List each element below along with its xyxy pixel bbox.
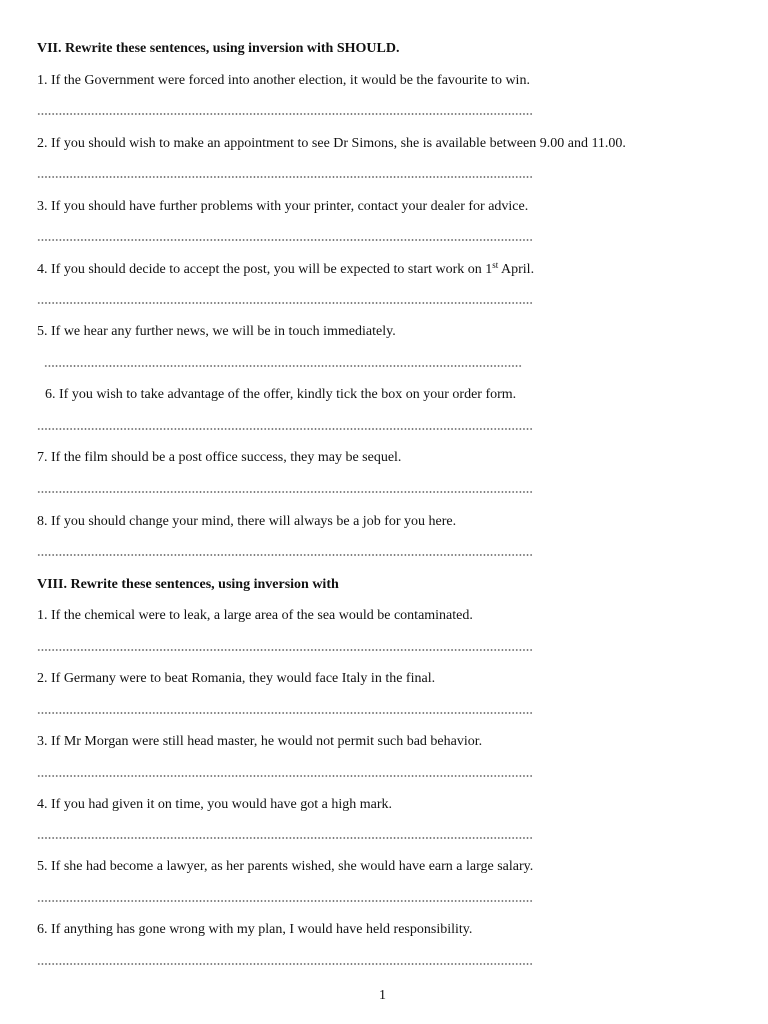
s8-question-1: 1. If the chemical were to leak, a large area of the sea would be contaminated. <box>37 608 473 623</box>
s7-answer-line-2[interactable] <box>37 176 533 178</box>
s8-question-4: 4. If you had given it on time, you would have got a high mark. <box>37 797 392 812</box>
s7-question-1: 1. If the Government were forced into another election, it would be the favourite to win. <box>37 73 530 88</box>
s7-answer-line-6[interactable] <box>37 428 533 430</box>
page-number: 1 <box>379 988 386 1003</box>
s7-question-7: 7. If the film should be a post office success, they may be sequel. <box>37 450 402 465</box>
s8-question-6: 6. If anything has gone wrong with my plan, I would have held responsibility. <box>37 922 473 937</box>
s7-question-2: 2. If you should wish to make an appointment to see Dr Simons, she is available between 9.00 and 11.00. <box>37 136 626 151</box>
section-8-heading: VIII. Rewrite these sentences, using inversion with <box>37 577 339 592</box>
s7-question-4-text-end: April. <box>498 262 535 277</box>
s8-question-2: 2. If Germany were to beat Romania, they would face Italy in the final. <box>37 671 436 686</box>
s8-answer-line-2[interactable] <box>37 712 533 714</box>
s7-question-8: 8. If you should change your mind, there will always be a job for you here. <box>37 514 457 529</box>
s8-answer-line-6[interactable] <box>37 963 533 965</box>
s8-answer-line-4[interactable] <box>37 837 533 839</box>
s7-answer-line-4[interactable] <box>37 302 533 304</box>
s7-question-4-ordinal: st <box>492 260 499 270</box>
s7-question-4-text: 4. If you should decide to accept the post, you will be expected to start work on 1 <box>37 262 493 277</box>
s7-question-3: 3. If you should have further problems with your printer, contact your dealer for advice. <box>37 199 529 214</box>
s7-answer-line-8[interactable] <box>37 554 533 556</box>
section-7-heading: VII. Rewrite these sentences, using inversion with SHOULD. <box>37 41 400 56</box>
s7-question-6: 6. If you wish to take advantage of the offer, kindly tick the box on your order form. <box>45 387 517 402</box>
s7-question-4 <box>37 262 534 278</box>
s8-answer-line-3[interactable] <box>37 775 533 777</box>
s8-answer-line-5[interactable] <box>37 900 533 902</box>
s8-answer-line-1[interactable] <box>37 649 533 651</box>
s7-question-5: 5. If we hear any further news, we will be in touch immediately. <box>37 324 396 339</box>
s7-answer-line-7[interactable] <box>37 491 533 493</box>
s8-question-5: 5. If she had become a lawyer, as her parents wished, she would have earn a large salary. <box>37 859 534 874</box>
s7-answer-line-3[interactable] <box>37 239 533 241</box>
s7-answer-line-5[interactable] <box>44 365 522 367</box>
s7-answer-line-1[interactable] <box>37 113 533 115</box>
s8-question-3: 3. If Mr Morgan were still head master, he would not permit such bad behavior. <box>37 734 483 749</box>
